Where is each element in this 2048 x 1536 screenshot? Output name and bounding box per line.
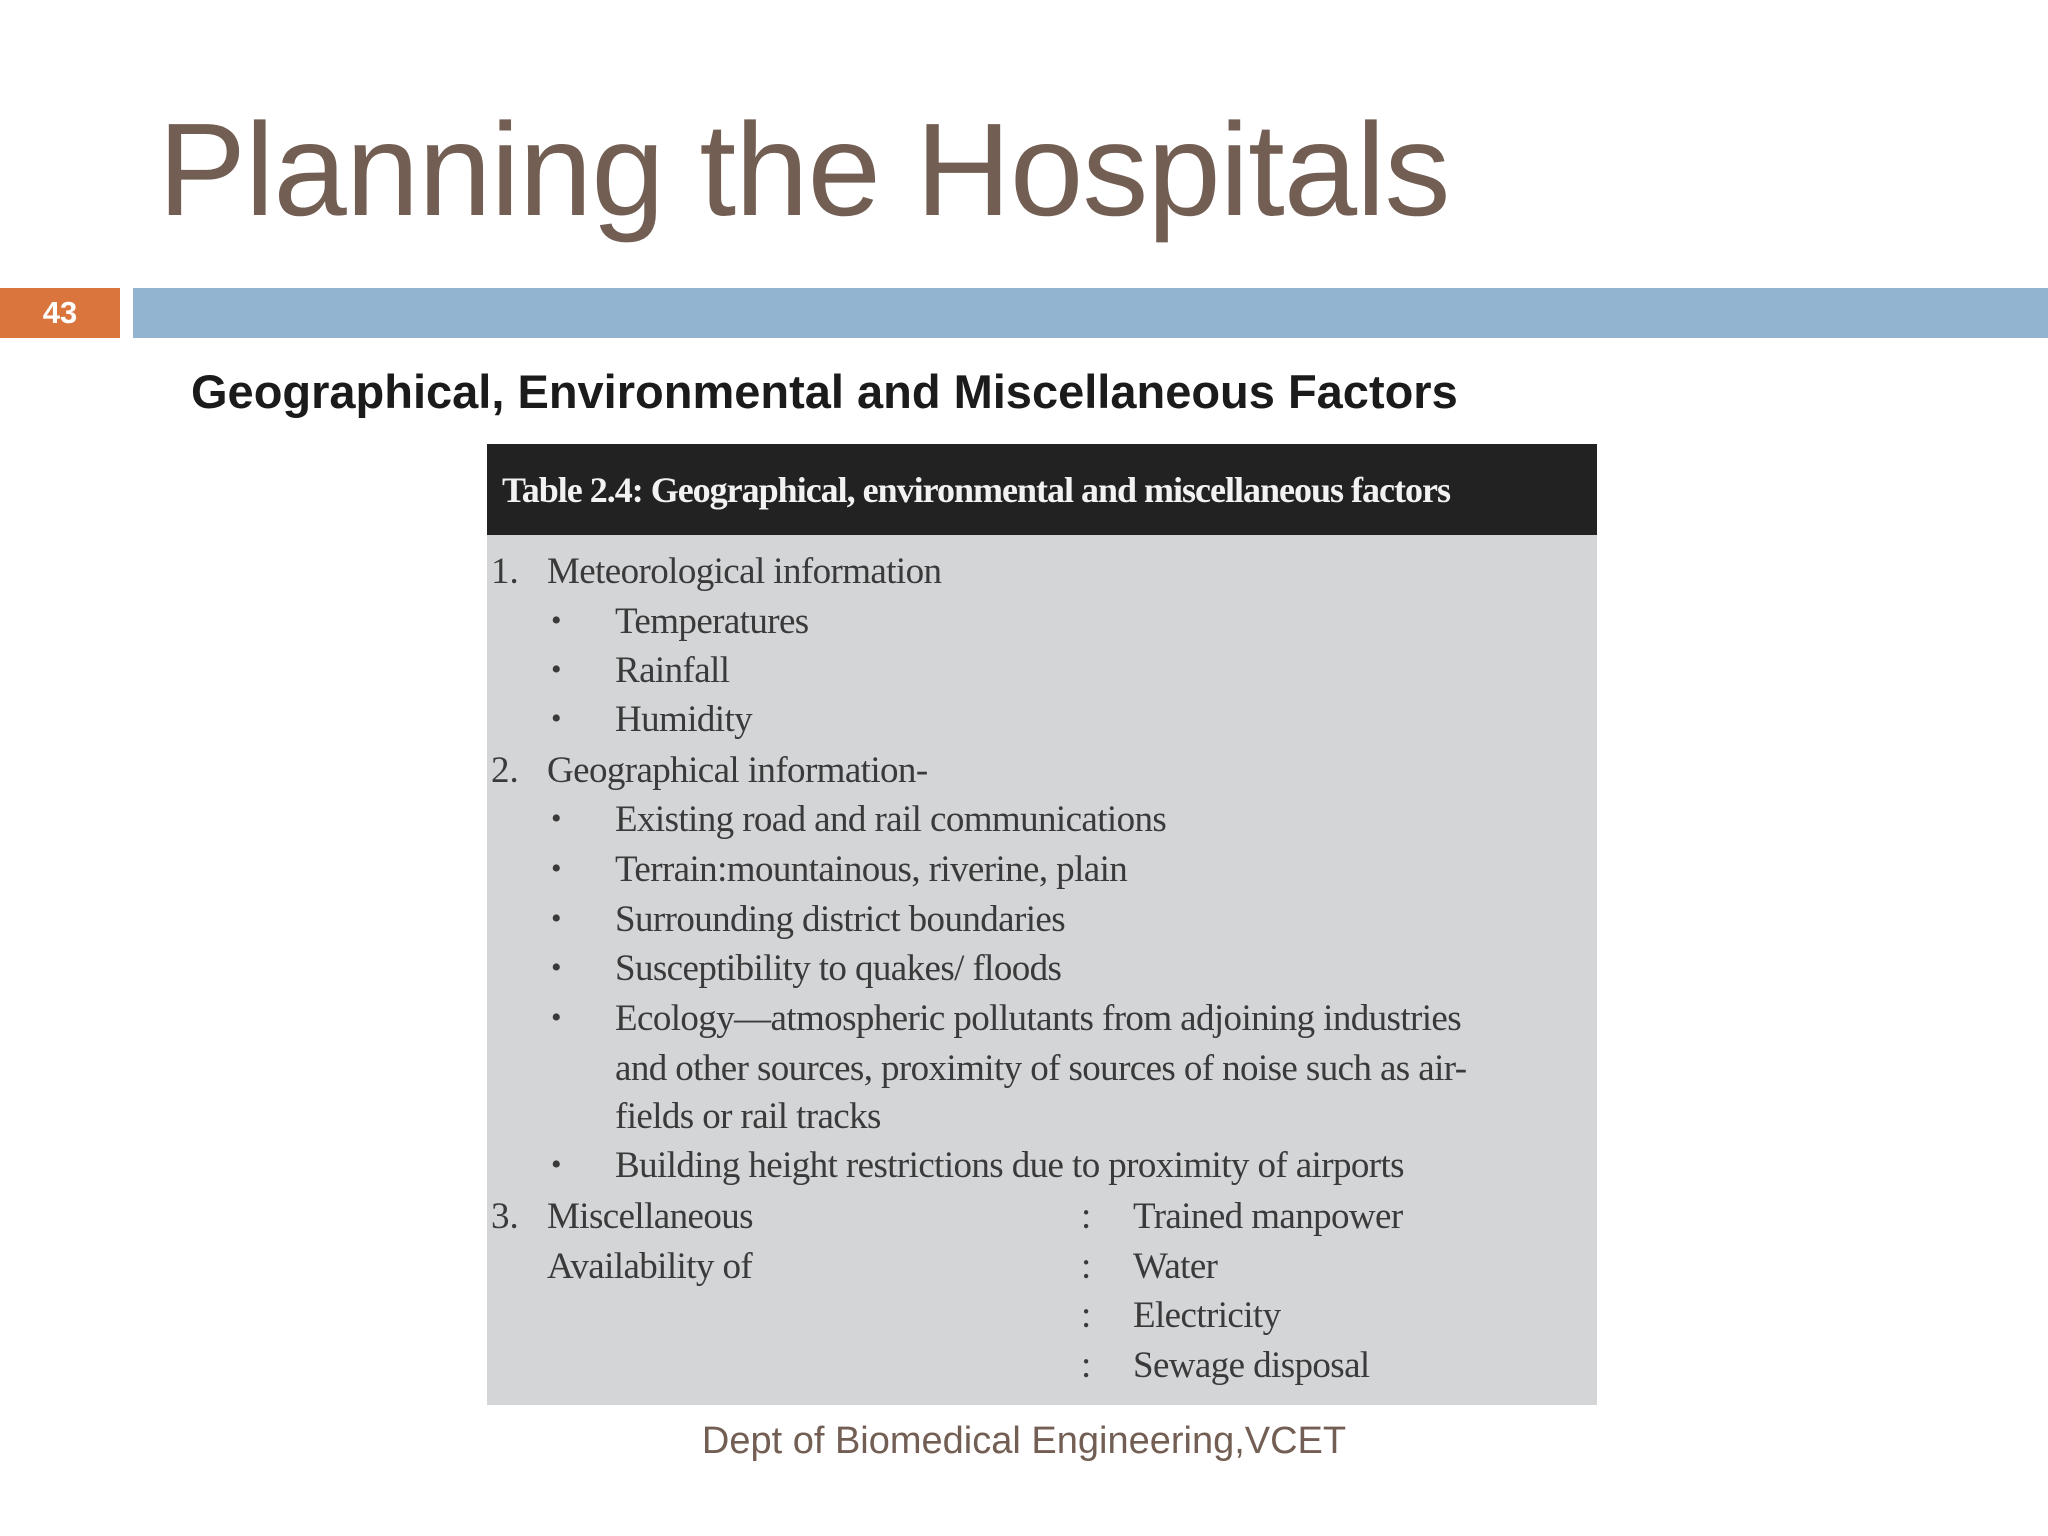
list-item: Trained manpower <box>1133 1196 1403 1237</box>
bullet-icon: • <box>551 951 562 984</box>
bullet-icon: • <box>551 1148 562 1181</box>
section-subheading: Availability of <box>547 1246 753 1287</box>
section-heading: Miscellaneous <box>547 1196 753 1237</box>
factors-table <box>487 444 1597 1405</box>
list-item: Sewage disposal <box>1133 1345 1370 1386</box>
bullet-icon: • <box>551 604 562 637</box>
list-item: Rainfall <box>615 650 730 691</box>
list-item: Building height restrictions due to proximity of airports <box>615 1145 1404 1186</box>
bullet-icon: • <box>551 902 562 935</box>
list-item: Humidity <box>615 699 753 740</box>
list-item: Terrain:mountainous, riverine, plain <box>615 849 1128 890</box>
bullet-icon: • <box>551 852 562 885</box>
slide-number: 43 <box>0 288 120 338</box>
slide-footer: Dept of Biomedical Engineering,VCET <box>701 1420 1347 1462</box>
list-item: Susceptibility to quakes/ floods <box>615 948 1062 989</box>
section-number: 1. <box>491 551 519 592</box>
list-item: Surrounding district boundaries <box>615 899 1066 940</box>
separator-colon: : <box>1081 1246 1092 1287</box>
list-item-continuation: fields or rail tracks <box>615 1096 881 1137</box>
separator-colon: : <box>1081 1196 1092 1237</box>
list-item: Temperatures <box>615 601 809 642</box>
section-heading: Meteorological information <box>547 551 942 592</box>
separator-colon: : <box>1081 1345 1092 1386</box>
list-item: Water <box>1133 1246 1218 1287</box>
header-bar <box>133 288 2048 338</box>
list-item: Existing road and rail communications <box>615 799 1167 840</box>
list-item-continuation: and other sources, proximity of sources of noise such as air- <box>615 1048 1467 1089</box>
table-caption: Table 2.4: Geographical, environmental and miscellaneous factors <box>487 444 1597 535</box>
list-item: Ecology—atmospheric pollutants from adjoining industries <box>615 998 1462 1039</box>
separator-colon: : <box>1081 1295 1092 1336</box>
slide-title: Planning the Hospitals <box>158 96 1450 243</box>
slide-subtitle: Geographical, Environmental and Miscellaneous Factors <box>191 365 1458 418</box>
section-heading: Geographical information- <box>547 750 928 791</box>
bullet-icon: • <box>551 802 562 835</box>
section-number: 2. <box>491 750 519 791</box>
bullet-icon: • <box>551 653 562 686</box>
bullet-icon: • <box>551 1001 562 1034</box>
list-item: Electricity <box>1133 1295 1281 1336</box>
section-number: 3. <box>491 1196 519 1237</box>
bullet-icon: • <box>551 702 562 735</box>
